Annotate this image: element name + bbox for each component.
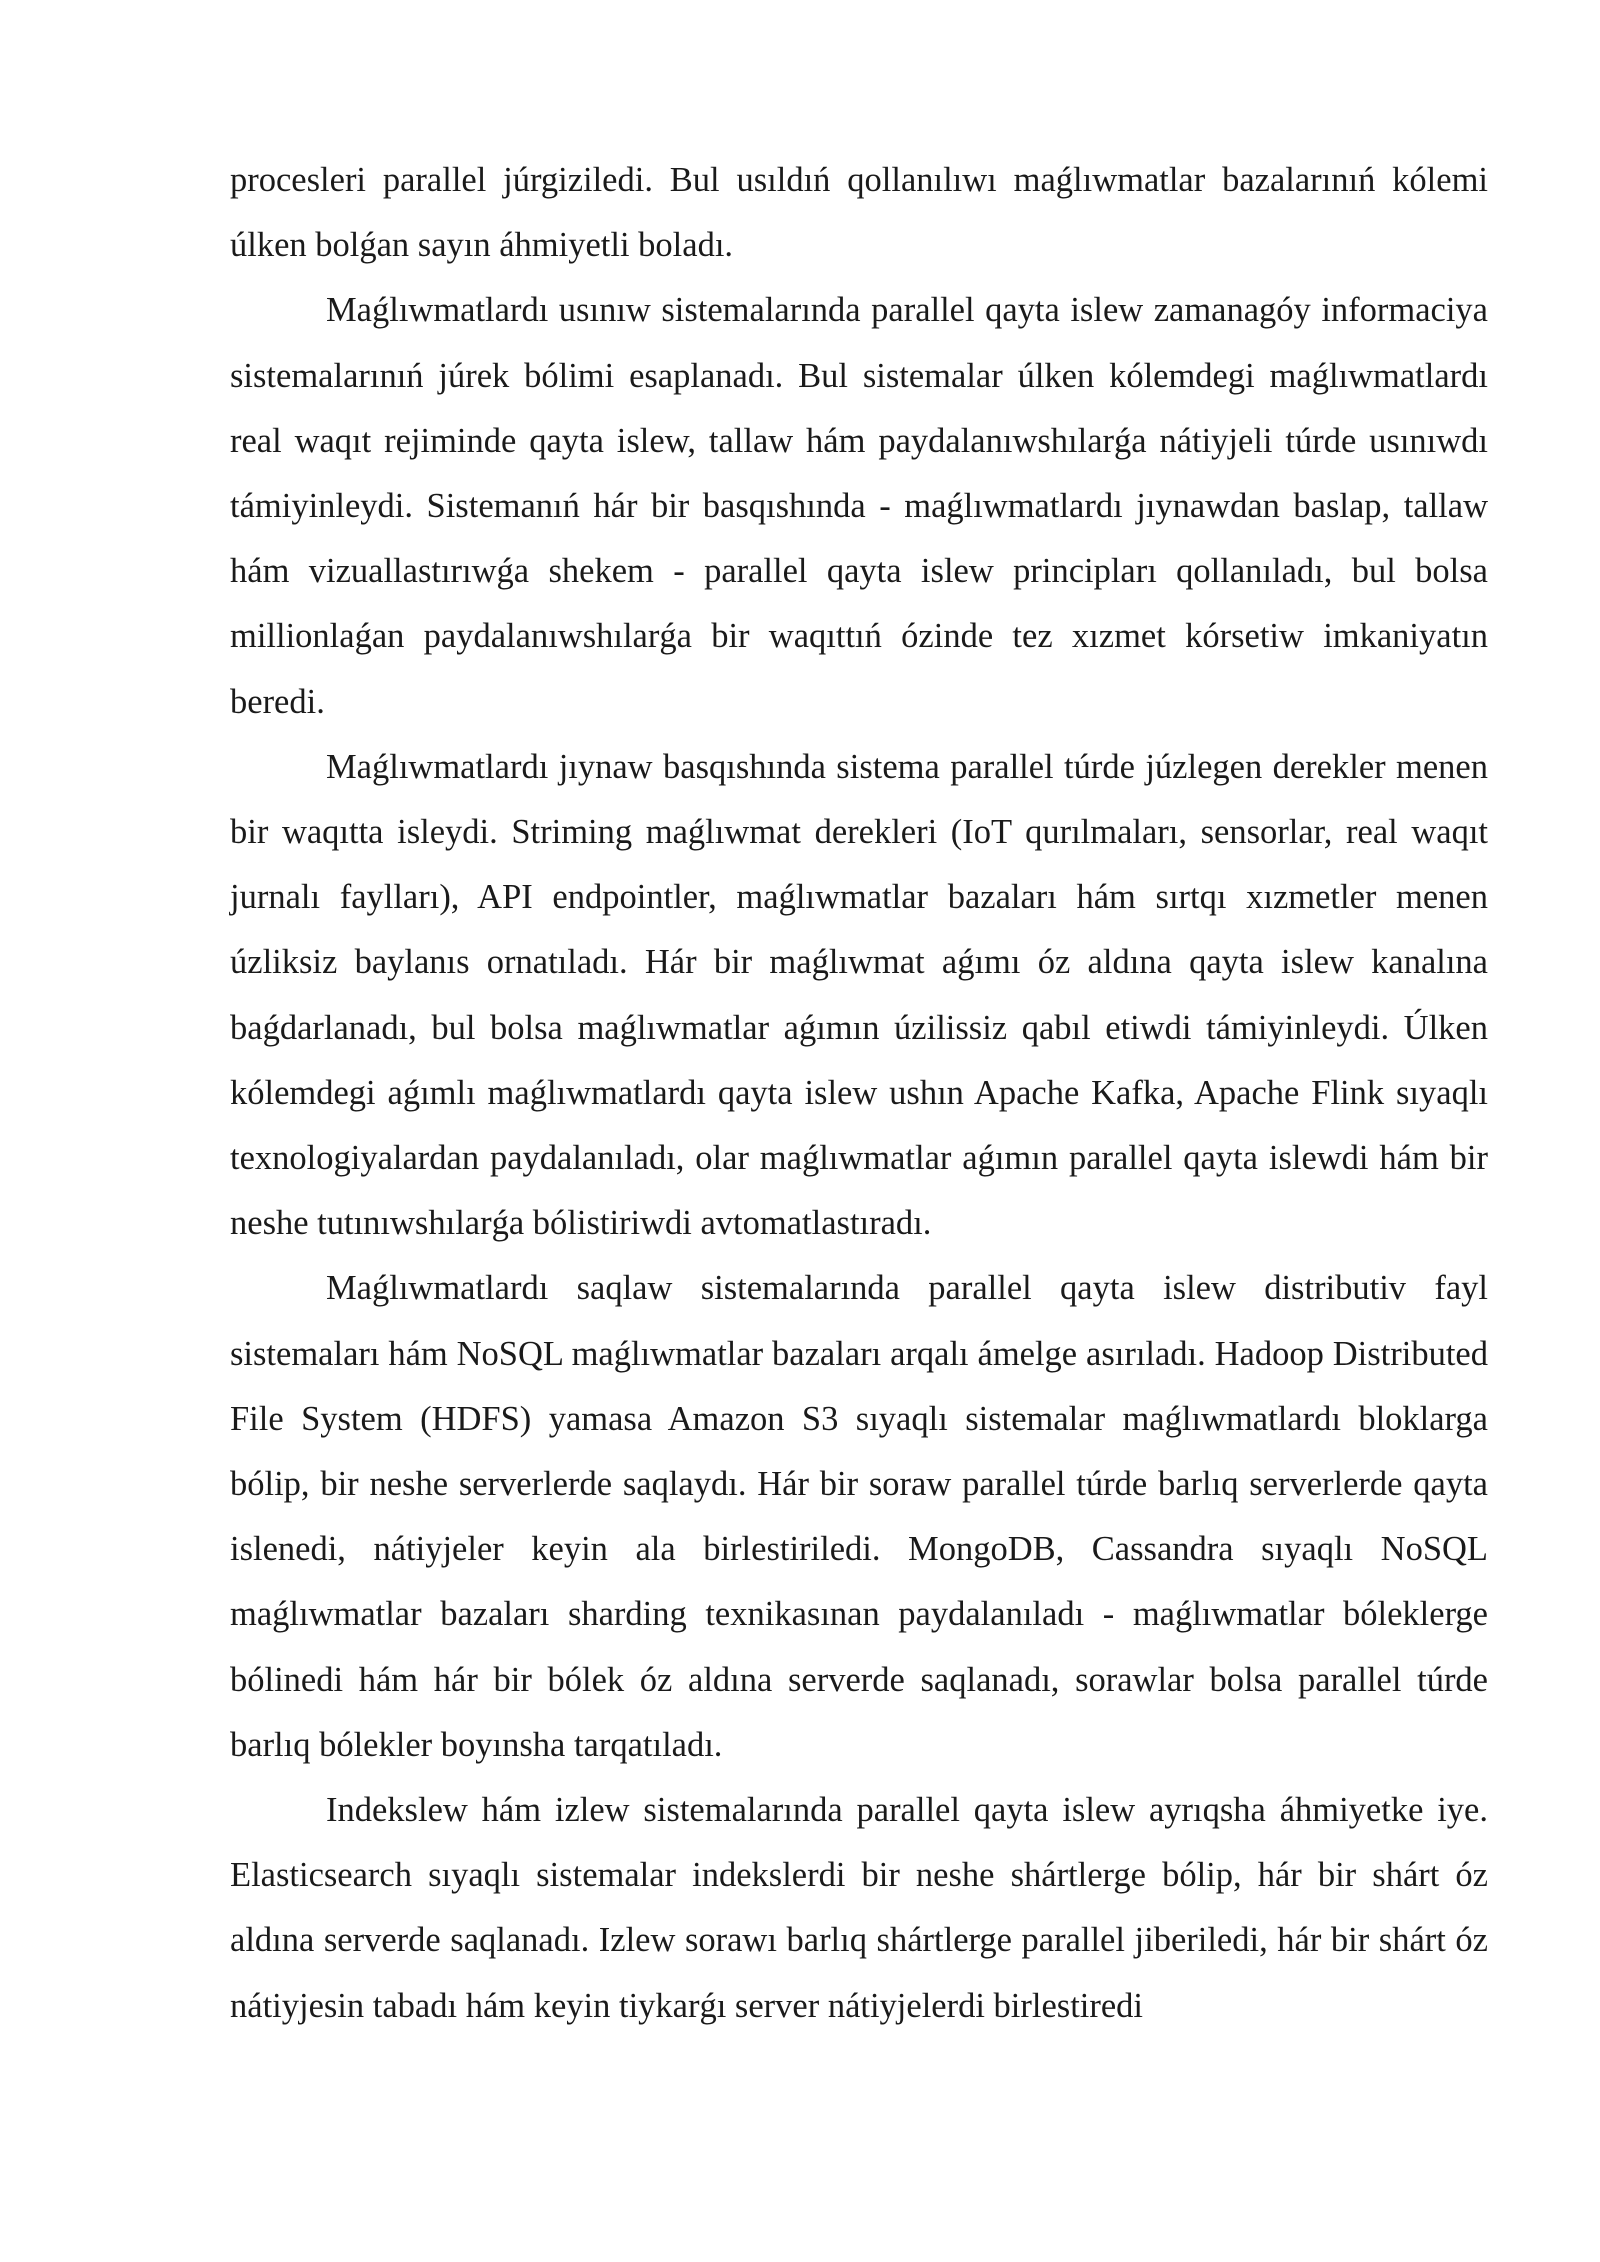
paragraph-recommendation-systems: Maǵlıwmatlardı usınıw sistemalarında parallel qayta islew zamanagóy informaciya sistemalarınıń júrek bólimi esaplanadı. Bul sistemalar úlken kólemdegi maǵlıwmatlardı real waqıt rejiminde qayta islew, tallaw hám paydalanıwshılarǵa nátiyjeli túrde usınıwdı támiyinleydi. Sistemanıń hár bir basqıshında - maǵlıwmatlardı jıynawdan baslap, tallaw hám vizuallastırıwǵa shekem - parallel qayta islew principları qollanıladı, bul bolsa millionlaǵan paydalanıwshılarǵa bir waqıttıń ózinde tez xızmet kórsetiw imkaniyatın beredi. [230, 291, 1488, 721]
paragraph-indexing-search: Indekslew hám izlew sistemalarında parallel qayta islew ayrıqsha áhmiyetke iye. Elasticsearch sıyaqlı sistemalar indekslerdi bir neshe shártlerge bólip, hár bir shárt óz aldına serverde saqlanadı. Izlew sorawı barlıq shártlerge parallel jiberiledi, hár bir shárt óz nátiyjesin tabadı hám keyin tiykarǵı server nátiyjelerdi birlestiredi [230, 1791, 1488, 2025]
paragraph-continuation: procesleri parallel júrgiziledi. Bul usıldıń qollanılıwı maǵlıwmatlar bazalarınıń kólemi úlken bolǵan sayın áhmiyetli boladı. [230, 161, 1488, 265]
document-page [230, 148, 1488, 2039]
paragraph-data-storage: Maǵlıwmatlardı saqlaw sistemalarında parallel qayta islew distributiv fayl sistemaları hám NoSQL maǵlıwmatlar bazaları arqalı ámelge asırıladı. Hadoop Distributed File System (HDFS) yamasa Amazon S3 sıyaqlı sistemalar maǵlıwmatlardı bloklarga bólip, bir neshe serverlerde saqlaydı. Hár bir soraw parallel túrde barlıq serverlerde qayta islenedi, nátiyjeler keyin ala birlestiriledi. MongoDB, Cassandra sıyaqlı NoSQL maǵlıwmatlar bazaları sharding texnikasınan paydalanıladı - maǵlıwmatlar bóleklerge bólinedi hám hár bir bólek óz aldına serverde saqlanadı, sorawlar bolsa parallel túrde barlıq bólekler boyınsha tarqatıladı. [230, 1269, 1488, 1764]
paragraph-data-collection: Maǵlıwmatlardı jıynaw basqıshında sistema parallel túrde júzlegen derekler menen bir waqıtta isleydi. Striming maǵlıwmat derekleri (IoT qurılmaları, sensorlar, real waqıt jurnalı faylları), API endpointler, maǵlıwmatlar bazaları hám sırtqı xızmetler menen úzliksiz baylanıs ornatıladı. Hár bir maǵlıwmat aǵımı óz aldına qayta islew kanalına baǵdarlanadı, bul bolsa maǵlıwmatlar aǵımın úzilissiz qabıl etiwdi támiyinleydi. Úlken kólemdegi aǵımlı maǵlıwmatlardı qayta islew ushın Apache Kafka, Apache Flink sıyaqlı texnologiyalardan paydalanıladı, olar maǵlıwmatlar aǵımın parallel qayta islewdi hám bir neshe tutınıwshılarǵa bólistiriwdi avtomatlastıradı. [230, 747, 1488, 1243]
